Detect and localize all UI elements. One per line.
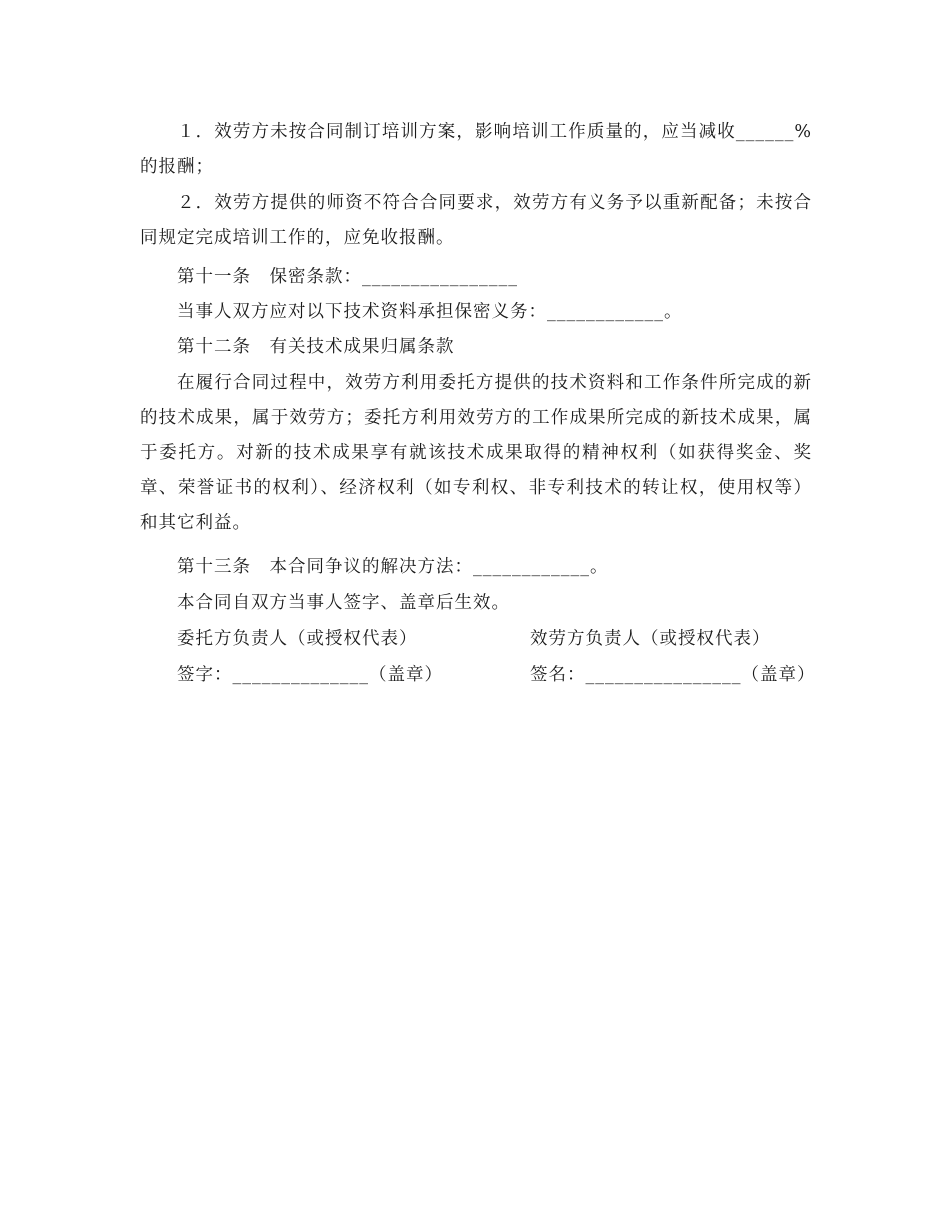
effective-clause: 本合同自双方当事人签字、盖章后生效。: [177, 593, 510, 613]
clause-item-2: ２．效劳方提供的师资不符合合同要求，效劳方有义务予以重新配备；未按合同规定完成培训工作的，应免收报酬。: [140, 193, 812, 248]
provider-signature-line: 签名：________________（盖章）: [530, 665, 816, 685]
client-signature-line: 签字：______________（盖章）: [177, 665, 443, 685]
article-13-title: 第十三条 本合同争议的解决方法：____________。: [177, 557, 609, 577]
article-12-title: 第十二条 有关技术成果归属条款: [177, 337, 455, 357]
article-12-body: 在履行合同过程中，效劳方利用委托方提供的技术资料和工作条件所完成的新的技术成果，属于效劳方；委托方利用效劳方的工作成果所完成的新技术成果，属于委托方。对新的技术成果享有就该技术成果取得的精神权利（如获得奖金、奖章、荣誉证书的权利）、经济权利（如专利权、非专利技术的转让权，使用权等）和其它利益。: [140, 373, 812, 533]
client-representative-label: 委托方负责人（或授权代表）: [177, 629, 418, 649]
article-11-title: 第十一条 保密条款：________________: [177, 267, 518, 287]
clause-item-1: １．效劳方未按合同制订培训方案，影响培训工作质量的，应当减收______%的报酬；: [140, 122, 812, 177]
provider-representative-label: 效劳方负责人（或授权代表）: [530, 629, 771, 649]
article-11-body: 当事人双方应对以下技术资料承担保密义务：____________。: [177, 302, 683, 322]
